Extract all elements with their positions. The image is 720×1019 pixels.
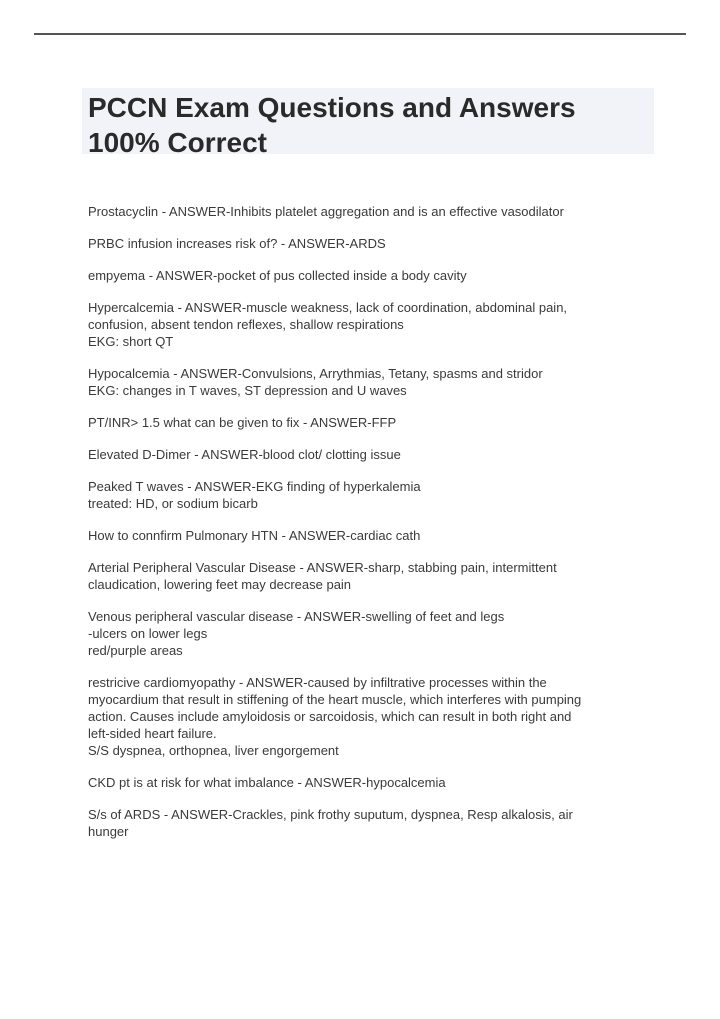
qa-list [88,203,648,855]
top-divider [34,33,686,35]
qa-item [88,774,648,791]
qa-line: Elevated D-Dimer - ANSWER-blood clot/ clotting issue [88,447,401,462]
qa-line: Hypercalcemia - ANSWER-muscle weakness, lack of coordination, abdominal pain, [88,300,568,315]
qa-line: Venous peripheral vascular disease - ANSWER-swelling of feet and legs [88,609,505,624]
qa-line: empyema - ANSWER-pocket of pus collected inside a body cavity [88,268,467,283]
qa-line: PT/INR> 1.5 what can be given to fix - ANSWER-FFP [88,415,397,430]
qa-item [88,806,648,840]
qa-line: myocardium that result in stiffening of the heart muscle, which interferes with pumping [88,692,582,707]
qa-item [88,235,648,252]
page-title [82,88,654,158]
qa-item [88,267,648,284]
qa-item [88,446,648,463]
qa-item [88,674,648,759]
qa-item [88,559,648,593]
qa-line: Arterial Peripheral Vascular Disease - ANSWER-sharp, stabbing pain, intermittent [88,560,557,575]
qa-item [88,527,648,544]
page-title-line-1: PCCN Exam Questions and Answers [88,92,576,123]
qa-line: How to connfirm Pulmonary HTN - ANSWER-cardiac cath [88,528,421,543]
qa-item [88,608,648,659]
qa-line: treated: HD, or sodium bicarb [88,496,258,511]
qa-line: red/purple areas [88,643,183,658]
qa-item [88,478,648,512]
qa-line: CKD pt is at risk for what imbalance - ANSWER-hypocalcemia [88,775,446,790]
qa-line: EKG: short QT [88,334,174,349]
qa-item [88,203,648,220]
qa-line: Peaked T waves - ANSWER-EKG finding of hyperkalemia [88,479,421,494]
qa-line: EKG: changes in T waves, ST depression and U waves [88,383,407,398]
qa-line: PRBC infusion increases risk of? - ANSWER-ARDS [88,236,386,251]
qa-item [88,414,648,431]
qa-line: confusion, absent tendon reflexes, shallow respirations [88,317,404,332]
qa-line: left-sided heart failure. [88,726,217,741]
qa-line: Hypocalcemia - ANSWER-Convulsions, Arrythmias, Tetany, spasms and stridor [88,366,543,381]
qa-line: S/S dyspnea, orthopnea, liver engorgement [88,743,339,758]
page-title-line-2: 100% Correct [88,127,267,158]
qa-line: action. Causes include amyloidosis or sarcoidosis, which can result in both right and [88,709,572,724]
qa-line: S/s of ARDS - ANSWER-Crackles, pink frothy suputum, dyspnea, Resp alkalosis, air [88,807,573,822]
qa-line: claudication, lowering feet may decrease pain [88,577,352,592]
qa-line: hunger [88,824,129,839]
qa-item [88,299,648,350]
qa-line: Prostacyclin - ANSWER-Inhibits platelet aggregation and is an effective vasodilator [88,204,564,219]
qa-line: -ulcers on lower legs [88,626,208,641]
qa-item [88,365,648,399]
qa-line: restricive cardiomyopathy - ANSWER-caused by infiltrative processes within the [88,675,547,690]
